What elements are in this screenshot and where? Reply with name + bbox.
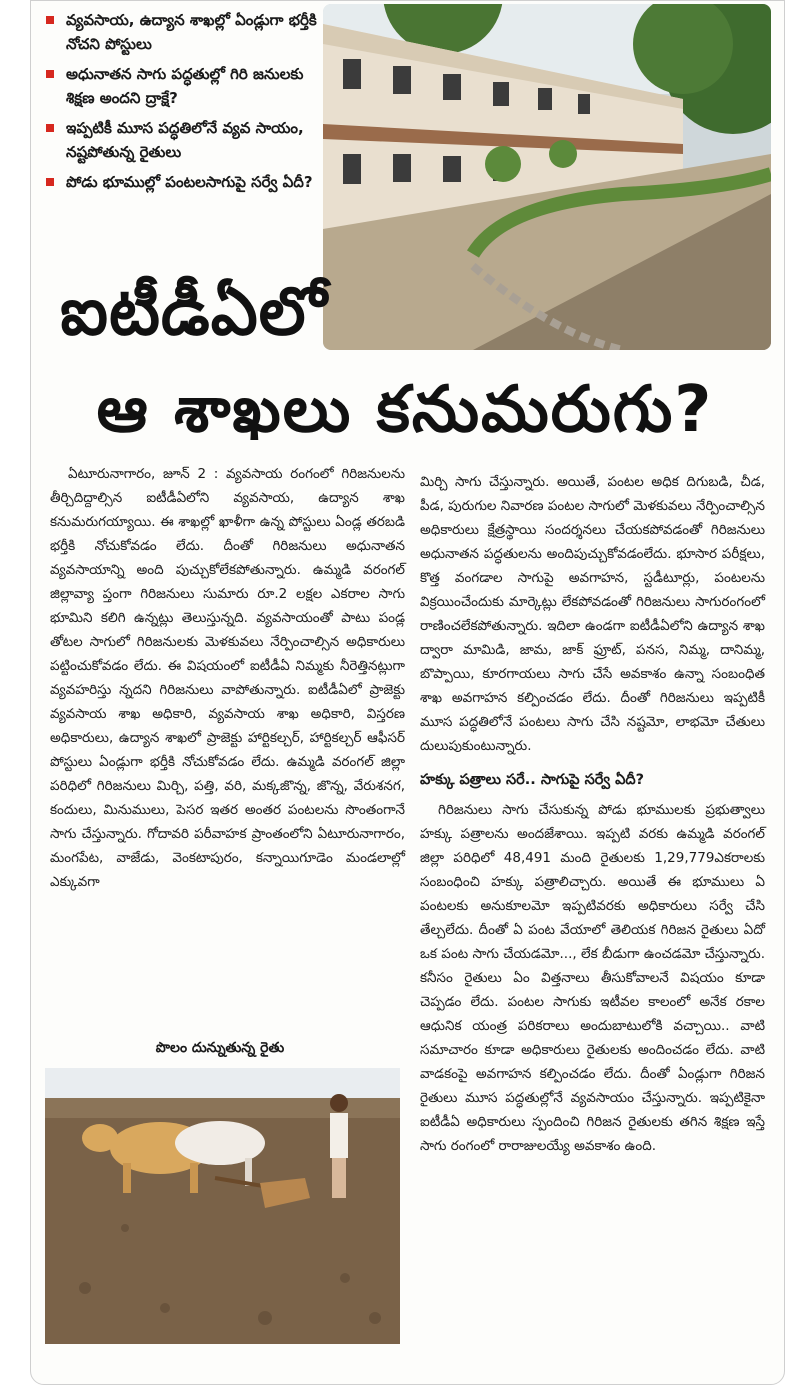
highlight-text: వ్యవసాయ, ఉద్యాన శాఖల్లో ఏండ్లుగా భర్తీకి నోచని పోస్టులు — [66, 11, 317, 53]
highlight-text: ఇప్పటికీ మూస పద్ధతిలోనే వ్యవ సాయం, నష్టపోతున్న రైతులు — [66, 119, 304, 161]
highlight-item — [40, 8, 325, 56]
highlight-text: అధునాతన సాగు పద్ధతుల్లో గిరి జనులకు శిక్షణ అందని ద్రాక్షే? — [66, 65, 304, 107]
section-subheading: హక్కు పత్రాలు సరే.. సాగుపై సర్వే ఏదీ? — [420, 772, 645, 788]
red-square-bullet-icon — [46, 124, 54, 132]
article-left-column — [50, 462, 405, 894]
highlight-item — [40, 62, 325, 110]
article-paragraph: గిరిజనులు సాగు చేసుకున్న పోడు భూములకు ప్రభుత్వాలు హక్కు పత్రాలను అందజేశాయి. ఇప్పటి వరకు ఉమ్మడి వరంగల్ జిల్లా పరిధిలో 48,491 మంది రైతులకు 1,29,779ఎకరాలకు సంబంధించి హక్కు పత్రాలిచ్చారు. అయితే ఈ భూములు ఏ పంటలకు అనుకూలమో ఇప్పటివరకు అధికారులు సర్వే చేసి తేల్చలేదు. దీంతో ఏ పంట వేయాలో తెలియక గిరిజన రైతులు ఏదో ఒక పంట సాగు చేయడమో..., లేక బీడుగా ఉంచడమో చేస్తున్నారు. కనీసం రైతులు ఏం విత్తనాలు తీసుకోవాలనే విషయం కూడా చెప్పడం లేదు. పంటల సాగుకు ఇటీవల కాలంలో అనేక రకాల ఆధునిక యంత్ర పరికరాలు అందుబాటులోకి వచ్చాయి.. వాటి సమాచారం కూడా అధికారులు రైతులకు అందించడం లేదు. వాటి వాడకంపై అవగాహన కల్పించడం లేదు. దీంతో ఏండ్లుగా గిరిజన రైతులు మూస పద్ధతుల్లోనే వ్యవసాయం చేస్తున్నారు. ఇప్పటికైనా ఐటీడీఏ అధికారులు స్పందించి గిరిజన రైతులకు తగిన శిక్షణ ఇస్తే సాగు రంగంలో రారాజులయ్యే అవకాశం ఉంది. — [420, 802, 765, 1154]
headline-line-1: ఐటీడీఏలో — [60, 273, 328, 350]
farmer-ploughing-photo — [45, 1068, 400, 1344]
highlight-item — [40, 116, 325, 164]
highlight-item — [40, 170, 325, 194]
article-right-column — [420, 470, 765, 1158]
red-square-bullet-icon — [46, 178, 54, 186]
highlights-list — [40, 8, 325, 200]
photo-caption: పొలం దున్నుతున్న రైతు — [155, 1040, 285, 1056]
red-square-bullet-icon — [46, 16, 54, 24]
highlight-text: పోడు భూముల్లో పంటలసాగుపై సర్వే ఏదీ? — [66, 173, 313, 191]
article-paragraph: ఏటూరునాగారం, జూన్ 2 : వ్యవసాయ రంగంలో గిరిజనులను తీర్చిదిద్దాల్సిన ఐటీడీఏలోని వ్యవసాయ, ఉద్యాన శాఖ కనుమరుగయ్యాయి. ఈ శాఖల్లో ఖాళీగా ఉన్న పోస్టులు ఏండ్ల తరబడి భర్తీకి నోచుకోవడం లేదు. దీంతో గిరిజనులు అధునాతన వ్యవసాయాన్ని అంది పుచ్చుకోలేకపోతున్నారు. ఉమ్మడి వరంగల్ జిల్లావ్యా ప్తంగా గిరిజనులు సుమారు రూ.2 లక్షల ఎకరాల సాగు భూమిని కలిగి ఉన్నట్లు తెలుస్తున్నది. వ్యవసాయంతో పాటు పండ్ల తోటల సాగులో గిరిజనులకు మెళకువలు నేర్పించాల్సిన అధికారులు పట్టించుకోవడం లేదు. ఈ విషయంలో ఐటీడీఏ నిమ్మకు నీరెత్తినట్లుగా వ్యవహరిస్తు న్నదని గిరిజనులు వాపోతున్నారు. ఐటీడీఏలో ప్రాజెక్టు వ్యవసాయ శాఖ అధికారి, వ్యవసాయ శాఖ అధికారి, విస్తరణ అధికారులు, ఉద్యాన శాఖలో ప్రాజెక్టు హార్టికల్చర్, హార్టికల్చర్ ఆఫీసర్ పోస్టులు ఏండ్లుగా భర్తీకి నోచుకోవడం లేదు. ఉమ్మడి వరంగల్ జిల్లా పరిధిలో గిరిజనులు మిర్చి, పత్తి, వరి, మక్కజొన్న, జొన్న, వేరుశనగ, కందులు, మినుములు, పెసర ఇతర అంతర పంటలను సొంతంగానే సాగు చేస్తున్నారు. గోదావరి పరీవాహక ప్రాంతంలోని ఏటూరునాగారం, మంగపేట, వాజేడు, వెంకటాపురం, కన్నాయిగూడెం మండలాల్లో ఎక్కువగా — [50, 466, 405, 890]
headline-line-2: ఆ శాఖలు కనుమరుగు? — [96, 373, 714, 447]
red-square-bullet-icon — [46, 70, 54, 78]
article-paragraph: మిర్చి సాగు చేస్తున్నారు. అయితే, పంటల అధిక దిగుబడి, చీడ, పీడ, పురుగుల నివారణ పంటల సాగులో మెళకువలు నేర్పించాల్సిన అధికారులు క్షేత్రస్థాయి సందర్శనలు చేయకపోవడంతో గిరిజనులు అధునాతన పద్ధతులను అందిపుచ్చుకోవడంలేదు. భూసార పరీక్షలు, కొత్త వంగడాల సాగుపై అవగాహన, స్టడీటూర్లు, పంటలను విక్రయించేందుకు మార్కెట్లు లేకపోవడంతో గిరిజనులు సాగురంగంలో రాణించలేకపోతున్నారు. ఇదిలా ఉండగా ఐటీడీఏలోని ఉద్యాన శాఖ ద్వారా మామిడి, జామ, జాక్ ఫ్రూట్, పనస, నిమ్మ, దానిమ్మ, బొప్పాయి, కూరగాయలు సాగు చేసే అవకాశం ఉన్నా సంబంధిత శాఖ అవగాహన కల్పించడం లేదు. దీంతో గిరిజనులు ఇప్పటికీ మూస పద్ధతిలోనే పంటలు సాగు చేసి నష్టమో, లాభమో చేతులు దులుపుకుంటున్నారు. — [420, 474, 765, 754]
